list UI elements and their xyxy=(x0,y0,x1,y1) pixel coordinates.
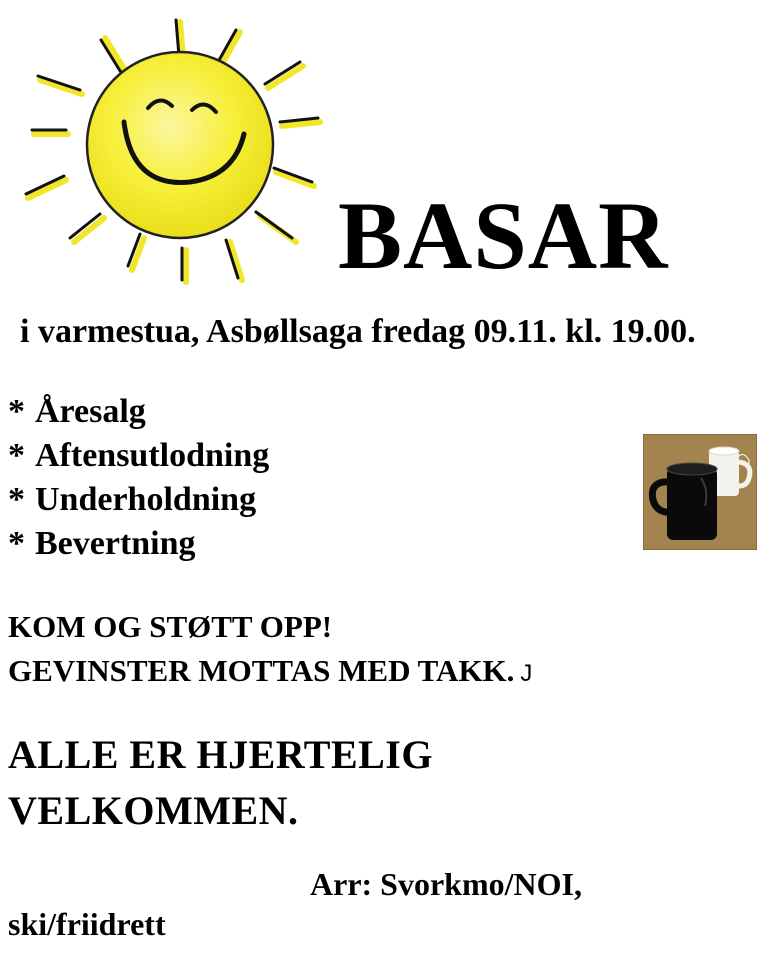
organizer-line-continued: ski/friidrett xyxy=(8,906,166,942)
support-line xyxy=(8,649,532,696)
support-line: KOM OG STØTT OPP! xyxy=(8,609,333,644)
activity-list xyxy=(8,390,269,566)
bullet-star: * xyxy=(8,393,25,430)
list-item xyxy=(8,478,269,522)
poster-title: BASAR xyxy=(338,182,669,289)
bullet-star: * xyxy=(8,525,25,562)
event-details: i varmestua, Asbøllsaga fredag 09.11. kl. 19.00. xyxy=(20,313,696,350)
list-item xyxy=(8,522,269,566)
coffee-mugs-icon xyxy=(643,434,757,550)
welcome-message xyxy=(8,727,433,839)
prize-line-text: GEVINSTER MOTTAS MED TAKK. xyxy=(8,653,515,688)
list-item xyxy=(8,390,269,434)
list-item-label: Aftensutlodning xyxy=(35,437,270,474)
bullet-star: * xyxy=(8,437,25,474)
list-item-label: Åresalg xyxy=(35,393,146,430)
list-item-label: Underholdning xyxy=(35,481,257,518)
welcome-line: VELKOMMEN. xyxy=(8,788,299,833)
smiley-glyph: J xyxy=(520,660,533,687)
support-message xyxy=(8,605,532,696)
welcome-line: ALLE ER HJERTELIG xyxy=(8,732,433,777)
organizer-line: Arr: Svorkmo/NOI, xyxy=(310,866,582,902)
list-item-label: Bevertning xyxy=(35,525,196,562)
smiling-sun-icon xyxy=(20,10,340,290)
bullet-star: * xyxy=(8,481,25,518)
list-item xyxy=(8,434,269,478)
